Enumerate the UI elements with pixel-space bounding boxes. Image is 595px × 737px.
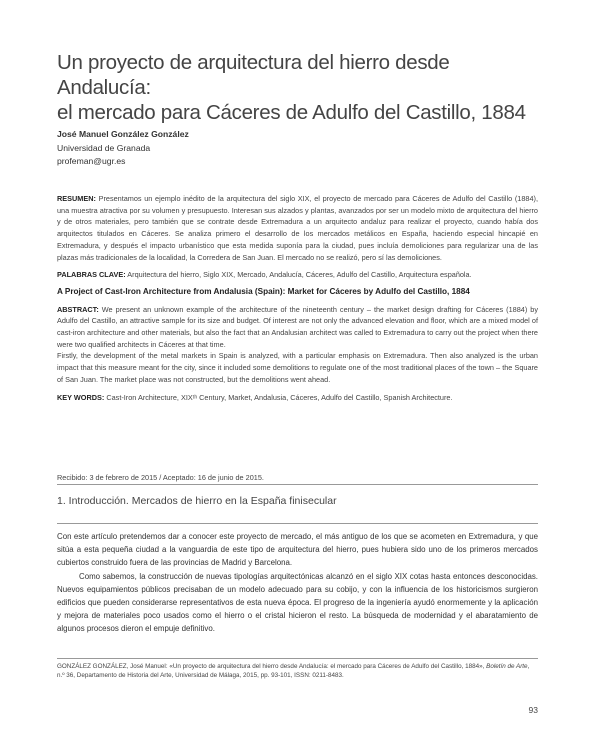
citation-footnote <box>57 662 538 681</box>
author-affiliation: Universidad de Granada <box>57 142 151 153</box>
palabras-clave-paragraph <box>57 269 538 281</box>
footnote-rule <box>57 658 538 659</box>
resumen-text: Presentamos un ejemplo inédito de la arquitectura del siglo XIX, el proyecto de mercado para Cáceres de Adulfo del Castillo (1884), una muestra atractiva por su volumen y presupuesto. Interesan sus alzados y plantas, avanzados por ser un modelo mixto de arquitectura del hierro y de otros materiales, pero también que se contrate desde Extremadura a un arquitecto andaluz para realizar el proyecto, cuando había dos arquitectos titulados en Cáceres. Se analiza primero el desarrollo de los mercados metálicos en España, haciendo especial hincapié en Extremadura, y después el impacto urbanístico que esta medida suponía para la ciudad, pues incluía demoliciones para regularizar una de las plazas más tradicionales de la localidad, la Corredera de San Juan. El mercado no se realizó, pero sí las demoliciones. <box>57 194 538 262</box>
body-paragraph-1: Con este artículo pretendemos dar a conocer este proyecto de mercado, el más antiguo de los que se acometen en Extremadura, y que sitúa a esta pequeña ciudad a la vanguardia de este tipo de arquitectura del hierro, pues hubiera sido uno de los primeros mercados cubiertos construido fuera de las provincias de Madrid y Barcelona. <box>57 532 538 568</box>
author-block <box>57 128 189 169</box>
body-paragraph-2: Como sabemos, la construcción de nuevas tipologías arquitectónicas alcanzó en el siglo XIX cotas hasta entonces desconocidas. Nuevos equipamientos públicos precisaban de un modelo adecuado para su cobijo, y con la influencia de los historicismos surgieron edificios que pueden considerarse representativos de esta nueva época. El progreso de la ingeniería ayudó enormemente y la aplicación y mejora de materiales poco usados como el hierro o el cristal hicieron el resto. La búsqueda de modernidad y el abaratamiento de algunos procesos dieron el empuje definitivo. <box>57 571 538 634</box>
keywords-label: KEY WORDS: <box>57 392 105 402</box>
section-heading: 1. Introducción. Mercados de hierro en la España finisecular <box>57 495 337 507</box>
resumen-label: RESUMEN: <box>57 194 96 203</box>
abstract-block <box>57 193 538 403</box>
footnote-journal: Boletín de Arte <box>486 663 528 670</box>
abstract-label: ABSTRACT: <box>57 304 99 314</box>
keywords-text: Cast-Iron Architecture, XIXᵗʰ Century, Market, Andalusia, Cáceres, Adulfo del Castillo, Spanish Architecture. <box>104 392 453 402</box>
english-title: A Project of Cast-Iron Architecture from Andalusia (Spain): Market for Cáceres by Adulfo del Castillo, 1884 <box>57 286 470 296</box>
title-line-2: el mercado para Cáceres de Adulfo del Castillo, 1884 <box>57 101 526 124</box>
keywords-paragraph <box>57 392 538 404</box>
abstract-paragraph <box>57 304 538 351</box>
footnote-text-1: GONZÁLEZ GONZÁLEZ, José Manuel: «Un proyecto de arquitectura del hierro desde Andalucía: el mercado para Cáceres de Adulfo del Castillo, 1884», <box>57 663 487 670</box>
palabras-clave-label: PALABRAS CLAVE: <box>57 270 126 280</box>
article-title <box>57 50 537 125</box>
author-email[interactable]: profeman@ugr.es <box>57 156 126 166</box>
page-number: 93 <box>528 705 538 715</box>
abstract-paragraph-2: Firstly, the development of the metal markets in Spain is analyzed, with a particular emphasis on Extremadura. Then also analyzed is the urban impact that this measure meant for the city, since it included some demolitions to regulate one of the most traditional places of the town – the Square of San Juan. The market place was not constructed, but the demolitions went ahead. <box>57 351 538 384</box>
section-rule-top <box>57 484 538 485</box>
received-dates: Recibido: 3 de febrero de 2015 / Aceptado: 16 de junio de 2015. <box>57 473 264 482</box>
body-text <box>57 530 538 636</box>
section-rule-bottom <box>57 523 538 524</box>
abstract-text-1: We present an unknown example of the architecture of the nineteenth century – the market design drafting for Cáceres (1884) by Adulfo del Castillo, an attractive sample for its size and budget. Of interest are not only the advanced elevation and floor, which are a mixed model of cast-iron architecture and other materials, but also the fact that an Andalusian architect was called to Extremadura to carry out the project when there were two qualified architects in Cáceres at that time. <box>57 304 538 349</box>
title-line-1: Un proyecto de arquitectura del hierro desde Andalucía: <box>57 51 450 99</box>
resumen-paragraph <box>57 193 538 263</box>
footnote-text-2: , n.º 36, Departamento de Historia del Arte, Universidad de Málaga, 2015, pp. 93-101, ISSN: 0211-8483. <box>57 663 530 680</box>
author-name: José Manuel González González <box>57 129 189 139</box>
palabras-clave-text: Arquitectura del hierro, Siglo XIX, Mercado, Andalucía, Cáceres, Adulfo del Castillo, Arquitectura española. <box>125 270 472 280</box>
